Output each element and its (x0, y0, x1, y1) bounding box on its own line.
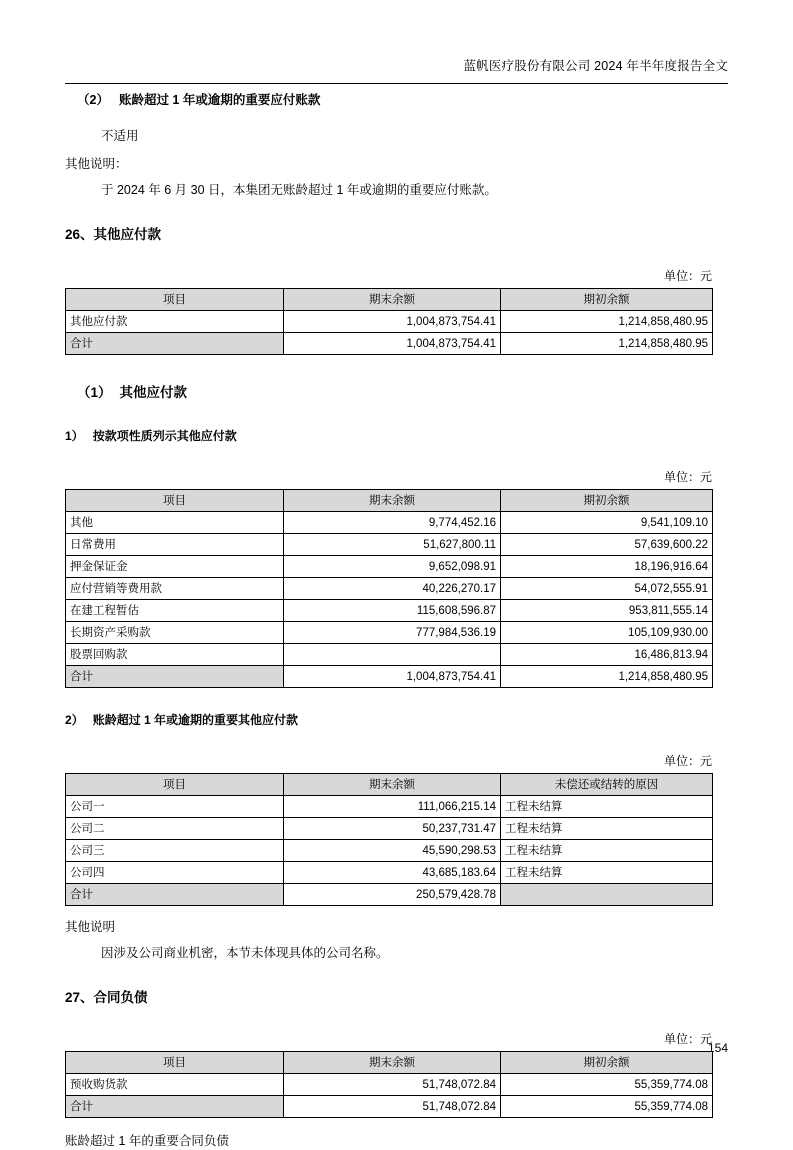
cell-end-balance: 250,579,428.78 (284, 884, 501, 906)
table-row (66, 644, 713, 666)
col-header-item: 项目 (66, 1052, 284, 1074)
cell-end-balance (284, 644, 501, 666)
cell-item: 股票回购款 (66, 644, 284, 666)
heading-prev-section-text: 账龄超过 1 年或逾期的重要应付账款 (118, 93, 321, 107)
cell-begin-balance: 18,196,916.64 (501, 556, 713, 578)
page-content (65, 92, 712, 1150)
cell-begin-balance: 105,109,930.00 (501, 622, 713, 644)
table-other-payables-by-nature (65, 489, 713, 688)
table-row (66, 796, 713, 818)
cell-item: 应付营销等费用款 (66, 578, 284, 600)
table-row (66, 534, 713, 556)
cell-end-balance: 1,004,873,754.41 (284, 333, 501, 355)
item-2-other-note-text: 因涉及公司商业机密，本节未体现具体的公司名称。 (101, 946, 389, 960)
col-header-begin-balance: 期初余额 (501, 490, 713, 512)
prev-other-note-text: 于 2024 年 6 月 30 日，本集团无账龄超过 1 年或逾期的重要应付账款。 (101, 183, 497, 197)
prev-other-note-label: 其他说明： (65, 157, 128, 171)
cell-end-balance: 51,748,072.84 (284, 1096, 501, 1118)
cell-item: 日常费用 (66, 534, 284, 556)
cell-item: 合计 (66, 884, 284, 906)
cell-begin-balance: 1,214,858,480.95 (501, 333, 713, 355)
heading-item-1-text: 按款项性质列示其他应付款 (92, 429, 237, 443)
cell-begin-balance: 1,214,858,480.95 (501, 666, 713, 688)
page-footer (65, 1040, 728, 1056)
cell-item: 长期资产采购款 (66, 622, 284, 644)
table-row-total (66, 333, 713, 355)
cell-end-balance: 111,066,215.14 (284, 796, 501, 818)
cell-begin-balance: 16,486,813.94 (501, 644, 713, 666)
cell-end-balance: 9,652,098.91 (284, 556, 501, 578)
heading-sub-1-text: 其他应付款 (119, 385, 188, 400)
page-number: 154 (707, 1041, 728, 1055)
cell-end-balance: 9,774,452.16 (284, 512, 501, 534)
table-header-row (66, 490, 713, 512)
heading-sub-1 (77, 383, 712, 402)
table-row (66, 818, 713, 840)
heading-sub-1-label: （1） (77, 385, 112, 400)
cell-reason (501, 884, 713, 906)
col-header-end-balance: 期末余额 (284, 1052, 501, 1074)
cell-begin-balance: 54,072,555.91 (501, 578, 713, 600)
col-header-reason: 未偿还或结转的原因 (501, 774, 713, 796)
col-header-end-balance: 期末余额 (284, 289, 501, 311)
cell-item: 公司三 (66, 840, 284, 862)
cell-item: 在建工程暂估 (66, 600, 284, 622)
col-header-item: 项目 (66, 490, 284, 512)
cell-begin-balance: 1,214,858,480.95 (501, 311, 713, 333)
page-running-header (65, 58, 728, 84)
cell-begin-balance: 9,541,109.10 (501, 512, 713, 534)
prev-not-applicable: 不适用 (101, 129, 139, 143)
col-header-item: 项目 (66, 289, 284, 311)
cell-end-balance: 51,748,072.84 (284, 1074, 501, 1096)
cell-end-balance: 50,237,731.47 (284, 818, 501, 840)
item-2-other-note-label: 其他说明 (65, 920, 116, 934)
cell-item: 其他应付款 (66, 311, 284, 333)
table-row-total (66, 666, 713, 688)
col-header-item: 项目 (66, 774, 284, 796)
table-other-payables-summary (65, 288, 713, 355)
cell-reason: 工程未结算 (501, 796, 713, 818)
table-contract-liabilities (65, 1051, 713, 1118)
cell-end-balance: 1,004,873,754.41 (284, 666, 501, 688)
cell-reason: 工程未结算 (501, 818, 713, 840)
unit-label-item-1: 单位：元 (663, 470, 712, 484)
cell-item: 预收购货款 (66, 1074, 284, 1096)
table-row (66, 311, 713, 333)
section-27-closing-note: 账龄超过 1 年的重要合同负债 (65, 1134, 229, 1148)
cell-begin-balance: 55,359,774.08 (501, 1074, 713, 1096)
table-header-row (66, 774, 713, 796)
table-header-row (66, 289, 713, 311)
cell-item: 合计 (66, 333, 284, 355)
cell-begin-balance: 57,639,600.22 (501, 534, 713, 556)
cell-reason: 工程未结算 (501, 862, 713, 884)
cell-item: 押金保证金 (66, 556, 284, 578)
table-overdue-other-payables (65, 773, 713, 906)
col-header-end-balance: 期末余额 (284, 774, 501, 796)
heading-prev-section (77, 92, 712, 109)
col-header-begin-balance: 期初余额 (501, 289, 713, 311)
cell-end-balance: 115,608,596.87 (284, 600, 501, 622)
cell-item: 合计 (66, 1096, 284, 1118)
table-row (66, 622, 713, 644)
table-row-total (66, 1096, 713, 1118)
table-row (66, 578, 713, 600)
cell-item: 公司一 (66, 796, 284, 818)
col-header-end-balance: 期末余额 (284, 490, 501, 512)
cell-end-balance: 777,984,536.19 (284, 622, 501, 644)
col-header-begin-balance: 期初余额 (501, 1052, 713, 1074)
cell-end-balance: 51,627,800.11 (284, 534, 501, 556)
heading-item-1 (65, 428, 712, 445)
cell-end-balance: 45,590,298.53 (284, 840, 501, 862)
table-row (66, 512, 713, 534)
cell-item: 合计 (66, 666, 284, 688)
table-row (66, 862, 713, 884)
table-row (66, 1074, 713, 1096)
cell-end-balance: 43,685,183.64 (284, 862, 501, 884)
unit-label-26: 单位：元 (663, 269, 712, 283)
unit-label-item-2: 单位：元 (663, 754, 712, 768)
cell-begin-balance: 55,359,774.08 (501, 1096, 713, 1118)
cell-item: 公司二 (66, 818, 284, 840)
header-rule (65, 83, 728, 84)
heading-item-2-label: 2） (65, 713, 84, 727)
table-row (66, 600, 713, 622)
table-row (66, 840, 713, 862)
heading-section-27: 27、合同负债 (65, 990, 148, 1005)
heading-item-1-label: 1） (65, 429, 84, 443)
cell-item: 其他 (66, 512, 284, 534)
heading-prev-section-label: （2） (77, 93, 109, 107)
heading-item-2 (65, 712, 712, 729)
cell-reason: 工程未结算 (501, 840, 713, 862)
table-row (66, 556, 713, 578)
unit-label-27: 单位：元 (663, 1032, 712, 1046)
heading-item-2-text: 账龄超过 1 年或逾期的重要其他应付款 (92, 713, 299, 727)
heading-section-26: 26、其他应付款 (65, 227, 162, 242)
cell-end-balance: 1,004,873,754.41 (284, 311, 501, 333)
cell-item: 公司四 (66, 862, 284, 884)
running-title: 蓝帆医疗股份有限公司 2024 年半年度报告全文 (463, 59, 728, 73)
cell-begin-balance: 953,811,555.14 (501, 600, 713, 622)
cell-end-balance: 40,226,270.17 (284, 578, 501, 600)
table-row-total (66, 884, 713, 906)
